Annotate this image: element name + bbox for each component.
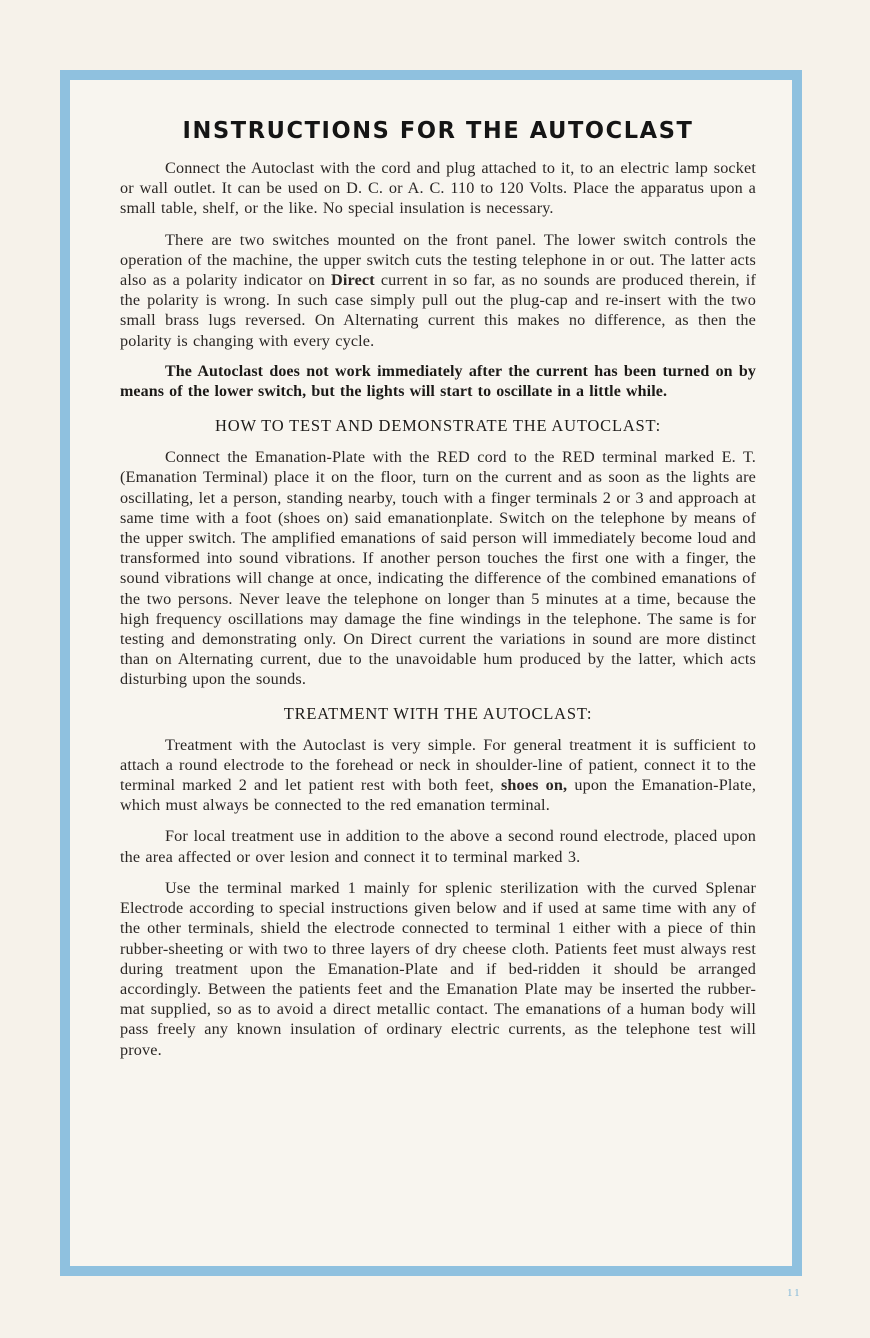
- treatment-paragraph-1: [120, 735, 756, 816]
- section-heading-test: HOW TO TEST AND DEMONSTRATE THE AUTOCLAST:: [215, 416, 661, 436]
- treatment-paragraph-1-text-b: upon the Emanation-Plate, which must always be connected to the red emanation terminal.: [120, 776, 757, 815]
- shoes-on-emphasis: shoes on,: [500, 776, 568, 795]
- direct-emphasis: Direct: [331, 271, 375, 290]
- treatment-paragraph-2: For local treatment use in addition to the above a second round electrode, placed upon the area affected or over lesion and connect it to terminal marked 3.: [120, 827, 756, 866]
- page-title: INSTRUCTIONS FOR THE AUTOCLAST: [182, 117, 694, 145]
- intro-paragraph-1: Connect the Autoclast with the cord and plug attached to it, to an electric lamp socket or wall outlet. It can be used on D. C. or A. C. 110 to 120 Volts. Place the apparatus upon a small table, shelf, or the like. No special insulation is necessary.: [120, 159, 756, 218]
- treatment-paragraph-3: Use the terminal marked 1 mainly for splenic sterilization with the curved Splenar Electrode according to special instructions given below and if used at same time with any of the other terminals, shield the electrode connected to terminal 1 either with a piece of thin rubber-sheeting or with two to three layers of dry cheese cloth. Patients feet must always rest during treatment upon the Emanation-Plate and if bed-ridden it should be arranged accordingly. Between the patients feet and the Emanation Plate may be inserted the rubber-mat supplied, so as to avoid a direct metallic contact. The emanations of a human body will pass freely any known insulation of ordinary electric currents, as the telephone test will prove.: [120, 878, 756, 1059]
- treatment-paragraph-1-text-a: Treatment with the Autoclast is very simple. For general treatment it is sufficient to attach a round electrode to the forehead or neck in shoulder-line of patient, connect it to the terminal marked 2 and let patient rest with both feet,: [120, 735, 756, 795]
- section-heading-treatment: TREATMENT WITH THE AUTOCLAST:: [283, 703, 593, 723]
- test-paragraph-1: Connect the Emanation-Plate with the RED cord to the RED terminal marked E. T. (Emanation Terminal) place it on the floor, turn on the current and as soon as the lights are oscillating, let a person, standing nearby, touch with a finger terminals 2 or 3 and approach at same time with a foot (shoes on) said emanationplate. Switch on the telephone by means of the upper switch. The amplified emanations of said person will immediately become loud and transformed into sound vibrations. If another person touches the first one with a finger, the sound vibrations will change at once, indicating the difference of the combined emanations of the two persons. Never leave the telephone on longer than 5 minutes at a time, because the high frequency oscillations may damage the fine windings in the telephone. The same is for testing and demonstrating only. On Direct current the variations in sound are more distinct than on Alternating current, due to the unavoidable hum produced by the latter, which acts disturbing upon the sounds.: [120, 448, 756, 689]
- page-border-frame: [60, 70, 802, 1276]
- intro-paragraph-2-text-a: There are two switches mounted on the front panel. The lower switch controls the operation of the machine, the upper switch cuts the testing telephone in or out. The latter acts also as a polarity indicator on: [120, 230, 756, 290]
- intro-paragraph-2: [120, 230, 756, 351]
- document-body: [120, 118, 756, 1071]
- intro-paragraph-2-text-b: current in so far, as no sounds are produced therein, if the polarity is wrong. In such case simply pull out the plug-cap and re-insert with the two small brass lugs reversed. On Alternating current this makes no difference, as then the polarity is changing with every cycle.: [120, 271, 756, 350]
- page-number: 11: [787, 1287, 802, 1299]
- intro-paragraph-3-bold: The Autoclast does not work immediately after the current has been turned on by means of the lower switch, but the lights will start to oscillate in a little while.: [120, 362, 756, 401]
